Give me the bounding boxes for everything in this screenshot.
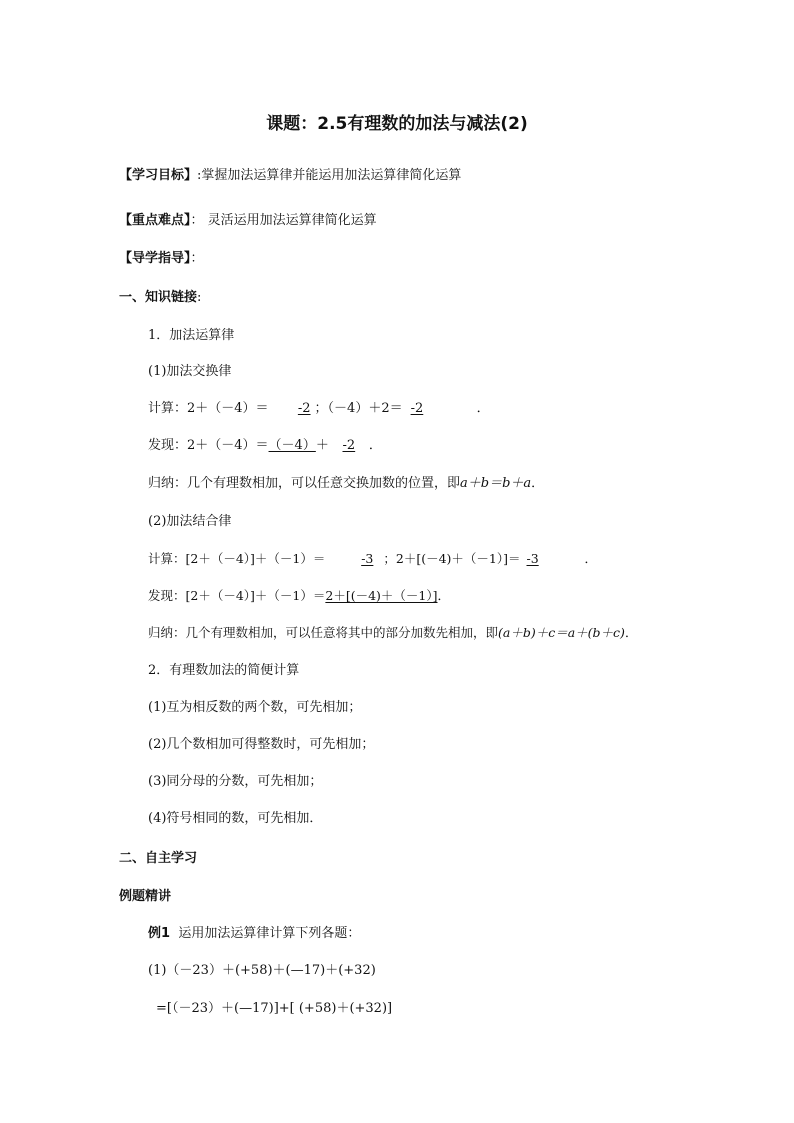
- example-1: [148, 926, 360, 942]
- commutative-find-end: ．: [368, 438, 382, 453]
- associative-summary-prefix: 归纳：几个有理数相加，可以任意将其中的部分加数先相加，即: [148, 625, 499, 640]
- key-difficulty-label: 【重点难点】: [119, 213, 191, 228]
- commutative-summary: [148, 476, 544, 492]
- commutative-calc-mid: ；（－4）＋2＝: [314, 401, 403, 416]
- associative-summary-formula: (a＋b)＋c＝a＋(b＋c): [498, 625, 625, 640]
- associative-find-prefix: 发现：[2＋（－4）]＋（－1）＝: [148, 588, 326, 603]
- simple-calc-item: (2)几个数相加可得整数时，可先相加；: [148, 737, 375, 752]
- commutative-summary-prefix: 归纳：几个有理数相加，可以任意交换加数的位置，即: [148, 476, 461, 491]
- associative-find-blank: 2＋[(－4)＋（－1）]: [325, 588, 438, 603]
- simple-calc-item: (1)互为相反数的两个数，可先相加；: [148, 700, 362, 715]
- associative-find: [148, 588, 450, 604]
- addition-laws-title: 1．加法运算律: [148, 328, 235, 343]
- commutative-find-blank-2: -2: [342, 438, 356, 453]
- associative-calc-prefix: 计算：[2＋（－4）]＋（－1）＝: [148, 551, 326, 566]
- commutative-find-blank-1: （－4）: [268, 438, 316, 453]
- associative-find-end: ．: [437, 588, 451, 603]
- associative-title: (2)加法结合律: [148, 514, 232, 529]
- associative-calc-blank-2: -3: [526, 551, 539, 566]
- section-knowledge-heading: 一、知识链接: [119, 290, 198, 305]
- study-guide: [119, 251, 204, 267]
- commutative-calc-blank-2: -2: [410, 401, 424, 416]
- example-1-step-1: (1)（－23）＋(+58)＋(—17)＋(+32): [148, 963, 376, 978]
- example-lecture-heading: 例题精讲: [119, 889, 172, 904]
- commutative-calc: [148, 401, 490, 417]
- key-difficulty: [119, 213, 377, 229]
- study-guide-colon: ：: [190, 251, 204, 266]
- simple-calc-title: 2．有理数加法的简便计算: [148, 663, 300, 678]
- example-1-text: 运用加法运算律计算下列各题：: [178, 926, 361, 941]
- study-guide-label: 【导学指导】: [119, 251, 191, 266]
- associative-calc-blank-1: -3: [361, 551, 374, 566]
- associative-calc-end: ．: [584, 551, 598, 566]
- associative-summary-end: ．: [624, 625, 638, 640]
- commutative-summary-end: ．: [531, 476, 545, 491]
- section-knowledge-colon: :: [197, 290, 202, 305]
- associative-calc: [148, 551, 597, 567]
- learning-goal: [119, 168, 461, 184]
- learning-goal-text: :掌握加法运算律并能运用加法运算律简化运算: [197, 168, 462, 183]
- commutative-find-prefix: 发现：2＋（－4）＝: [148, 438, 269, 453]
- section-knowledge-link: [119, 290, 201, 306]
- page-title: 课题：2.5有理数的加法与减法(2): [266, 114, 528, 134]
- section-self-study-heading: 二、自主学习: [119, 851, 198, 866]
- example-1-label: 例1: [148, 926, 171, 941]
- example-1-step-2: =[（－23）＋(—17)]+[ (+58)＋(+32)]: [156, 1001, 393, 1016]
- simple-calc-item: (3)同分母的分数，可先相加；: [148, 774, 323, 789]
- associative-calc-mid: ；2＋[(－4)＋（－1）]＝: [383, 551, 521, 566]
- simple-calc-item: (4)符号相同的数，可先相加．: [148, 811, 323, 826]
- commutative-calc-end: ．: [476, 401, 490, 416]
- commutative-calc-prefix: 计算：2＋（－4）＝: [148, 401, 269, 416]
- commutative-title: (1)加法交换律: [148, 364, 232, 379]
- key-difficulty-text: ： 灵活运用加法运算律简化运算: [190, 213, 377, 228]
- commutative-summary-formula: a＋b＝b＋a: [460, 476, 532, 491]
- commutative-find: [148, 438, 382, 454]
- commutative-calc-blank-1: -2: [297, 401, 311, 416]
- associative-summary: [148, 625, 637, 641]
- learning-goal-label: 【学习目标】: [119, 168, 198, 183]
- commutative-find-plus: ＋: [315, 438, 329, 453]
